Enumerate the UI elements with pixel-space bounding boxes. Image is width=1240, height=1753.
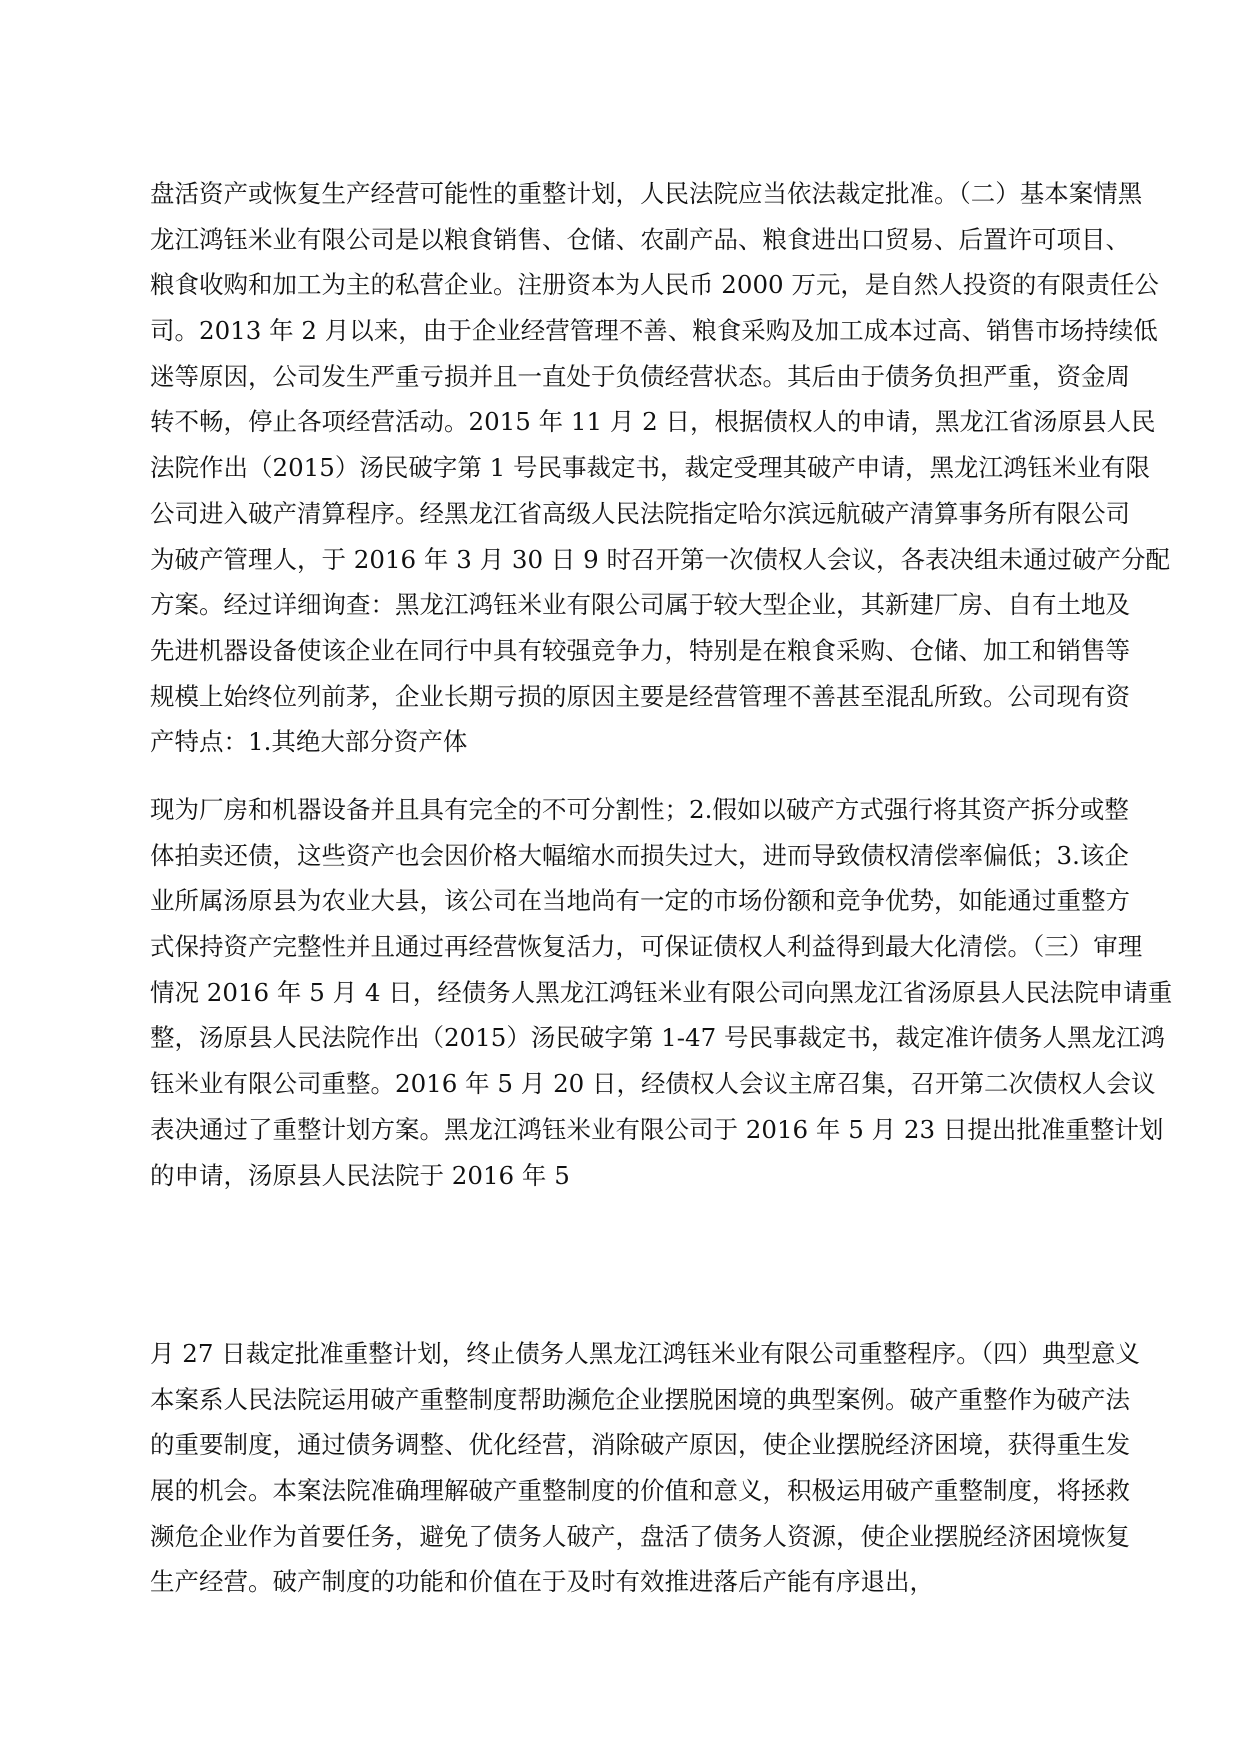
text-line: 司。2013 年 2 月以来，由于企业经营管理不善、粮食采购及加工成本过高、销售市场持续低 — [150, 316, 1158, 346]
text-line: 生产经营。破产制度的功能和价值在于及时有效推进落后产能有序退出， — [150, 1567, 934, 1597]
text-line: 展的机会。本案法院准确理解破产重整制度的价值和意义，积极运用破产重整制度，将拯救 — [150, 1476, 1130, 1506]
text-line: 为破产管理人，于 2016 年 3 月 30 日 9 时召开第一次债权人会议，各表决组未通过破产分配 — [150, 544, 1171, 574]
text-line: 体拍卖还债，这些资产也会因价格大幅缩水而损失过大，进而导致债权清偿率偏低；3.该企 — [150, 840, 1129, 870]
text-line: 规模上始终位列前茅，企业长期亏损的原因主要是经营管理不善甚至混乱所致。公司现有资 — [150, 681, 1130, 711]
text-line: 龙江鸿钰米业有限公司是以粮食销售、仓储、农副产品、粮食进出口贸易、后置许可项目、 — [150, 224, 1130, 254]
body-paragraph — [150, 1331, 1140, 1605]
text-line: 产特点：1.其绝大部分资产体 — [150, 727, 468, 757]
text-line: 业所属汤原县为农业大县，该公司在当地尚有一定的市场份额和竞争优势，如能通过重整方 — [150, 886, 1130, 916]
text-line: 表决通过了重整计划方案。黑龙江鸿钰米业有限公司于 2016 年 5 月 23 日提出批准重整计划 — [150, 1114, 1164, 1144]
body-paragraph — [150, 171, 1171, 765]
text-line: 转不畅，停止各项经营活动。2015 年 11 月 2 日，根据债权人的申请，黑龙江省汤原县人民 — [150, 407, 1156, 437]
text-line: 濒危企业作为首要任务，避免了债务人破产，盘活了债务人资源，使企业摆脱经济困境恢复 — [150, 1521, 1130, 1551]
text-line: 现为厂房和机器设备并且具有完全的不可分割性；2.假如以破产方式强行将其资产拆分或整 — [150, 795, 1129, 824]
text-line: 的重要制度，通过债务调整、优化经营，消除破产原因，使企业摆脱经济困境，获得重生发 — [150, 1430, 1130, 1460]
text-line: 钰米业有限公司重整。2016 年 5 月 20 日，经债权人会议主席召集，召开第二次债权人会议 — [150, 1069, 1156, 1099]
text-line: 公司进入破产清算程序。经黑龙江省高级人民法院指定哈尔滨远航破产清算事务所有限公司 — [150, 498, 1130, 528]
text-line: 法院作出（2015）汤民破字第 1 号民事裁定书，裁定受理其破产申请，黑龙江鸿钰米业有限 — [150, 453, 1151, 483]
text-line: 方案。经过详细询查：黑龙江鸿钰米业有限公司属于较大型企业，其新建厂房、自有土地及 — [150, 590, 1130, 620]
text-line: 粮食收购和加工为主的私营企业。注册资本为人民币 2000 万元，是自然人投资的有限责任公 — [150, 270, 1159, 300]
text-line: 情况 2016 年 5 月 4 日，经债务人黑龙江鸿钰米业有限公司向黑龙江省汤原县人民法院申请重 — [150, 977, 1173, 1007]
text-line: 本案系人民法院运用破产重整制度帮助濒危企业摆脱困境的典型案例。破产重整作为破产法 — [150, 1384, 1130, 1414]
text-line: 式保持资产完整性并且通过再经营恢复活力，可保证债权人利益得到最大化清偿。（三）审理 — [150, 932, 1143, 962]
text-line: 迷等原因，公司发生严重亏损并且一直处于负债经营状态。其后由于债务负担严重，资金周 — [150, 361, 1130, 391]
text-line: 先进机器设备使该企业在同行中具有较强竞争力，特别是在粮食采购、仓储、加工和销售等 — [150, 635, 1130, 665]
text-line: 整，汤原县人民法院作出（2015）汤民破字第 1-47 号民事裁定书，裁定准许债务人黑龙江鸿 — [150, 1023, 1165, 1053]
text-line: 月 27 日裁定批准重整计划，终止债务人黑龙江鸿钰米业有限公司重整程序。（四）典型意义 — [150, 1339, 1140, 1368]
text-line: 盘活资产或恢复生产经营可能性的重整计划，人民法院应当依法裁定批准。（二）基本案情黑 — [150, 179, 1143, 208]
body-paragraph — [150, 787, 1173, 1198]
text-line: 的申请，汤原县人民法院于 2016 年 5 — [150, 1160, 570, 1190]
